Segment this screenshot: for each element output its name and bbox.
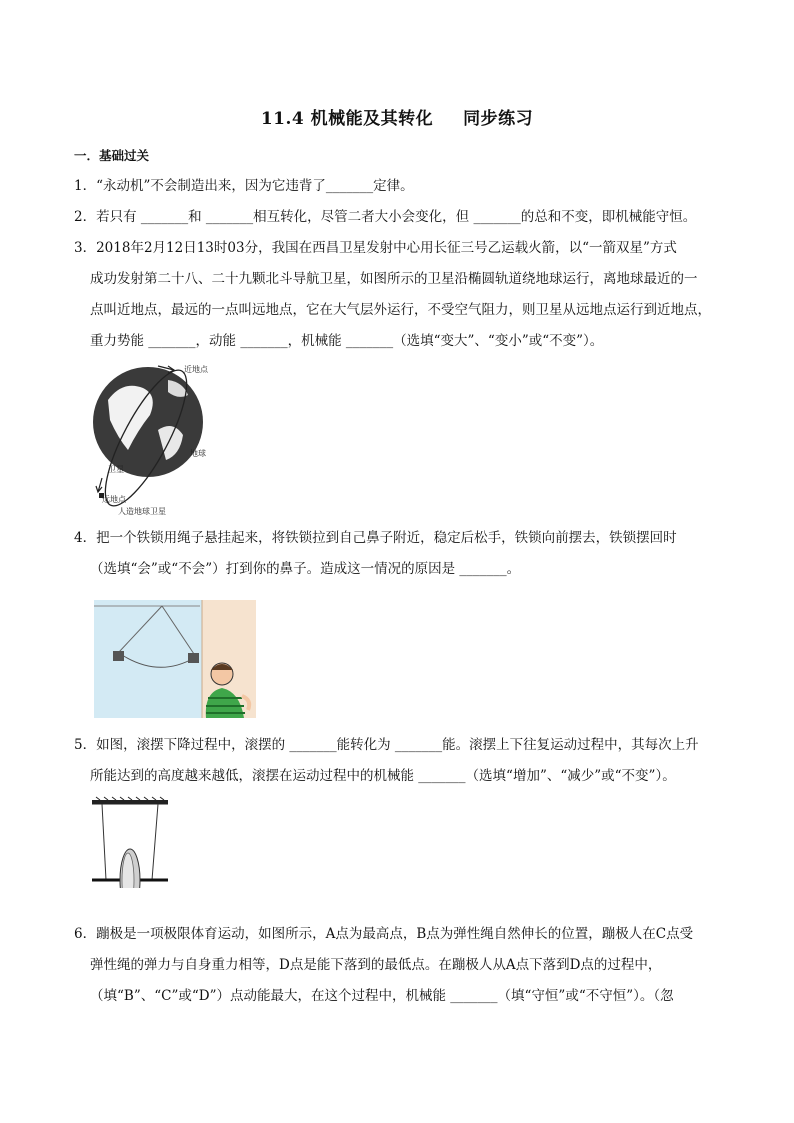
question-3 <box>74 233 728 357</box>
question-line: 重力势能 _______，动能 _______，机械能 _______（选填“变大”、“变小”或“不变”）。 <box>90 333 604 349</box>
question-line: 3．2018年2月12日13时03分，我国在西昌卫星发射中心用长征三号乙运载火箭，以“一箭双星”方式 <box>74 240 677 256</box>
title-sub: 同步练习 <box>463 109 534 129</box>
section-heading: 一．基础过关 <box>74 148 150 163</box>
question-6 <box>74 919 728 1012</box>
lock-icon <box>113 651 124 661</box>
question-line: 4．把一个铁锁用绳子悬挂起来，将铁锁拉到自己鼻子附近，稳定后松手，铁锁向前摆去，铁锁摆回时 <box>74 530 677 546</box>
question-line: 弹性绳的弹力与自身重力相等，D点是能下落到的最低点。在蹦极人从A点下落到D点的过程中， <box>90 957 662 973</box>
question-line: 2．若只有 _______和 _______相互转化，尽管二者大小会变化，但 _______的总和不变，即机械能守恒。 <box>74 209 697 225</box>
figure-caption: 人造地球卫星 <box>118 507 166 516</box>
question-line: 成功发射第二十八、二十九颗北斗导航卫星，如图所示的卫星沿椭圆轨道绕地球运行，离地球最近的一 <box>90 271 698 287</box>
question-4 <box>74 523 728 585</box>
question-line: 1．“永动机”不会制造出来，因为它违背了_______定律。 <box>74 178 414 194</box>
far-point-label: 远地点 <box>102 495 126 504</box>
satellite-label: 卫星 <box>108 465 124 474</box>
title-main: 11.4 机械能及其转化 <box>260 109 434 129</box>
question-line: 点叫近地点，最远的一点叫远地点，它在大气层外运行，不受空气阻力，则卫星从远地点运行到近地点， <box>90 302 711 318</box>
ceiling-bar <box>92 800 168 804</box>
satellite-orbit-figure <box>88 360 250 520</box>
iron-lock-pendulum-figure <box>94 600 256 718</box>
question-line: 6．蹦极是一项极限体育运动，如图所示，A点为最高点，B点为弹性绳自然伸长的位置，蹦极人在C点受 <box>74 926 694 942</box>
near-point-label: 近地点 <box>184 365 208 374</box>
question-line: （填“B”、“C”或“D”）点动能最大，在这个过程中，机械能 _______（填“守恒”或“不守恒”）。（忽 <box>90 988 674 1004</box>
question-line: （选填“会”或“不会”）打到你的鼻子。造成这一情况的原因是 _______。 <box>90 561 521 577</box>
string-line <box>102 804 106 880</box>
sky-background <box>94 600 202 718</box>
question-line: 5．如图，滚摆下降过程中，滚摆的 _______能转化为 _______能。滚摆上下往复运动过程中，其每次上升 <box>74 737 699 753</box>
question-2 <box>74 202 728 233</box>
question-line: 所能达到的高度越来越低，滚摆在运动过程中的机械能 _______（选填“增加”、“减少”或“不变”）。 <box>90 768 676 784</box>
ceiling-hatch <box>96 797 164 800</box>
string-line <box>152 804 158 880</box>
page-title <box>0 104 794 129</box>
earth-label: 地球 <box>190 449 206 458</box>
question-5 <box>74 730 728 792</box>
question-1 <box>74 171 728 202</box>
lock-icon <box>188 653 199 663</box>
maxwell-wheel-figure <box>88 796 172 888</box>
